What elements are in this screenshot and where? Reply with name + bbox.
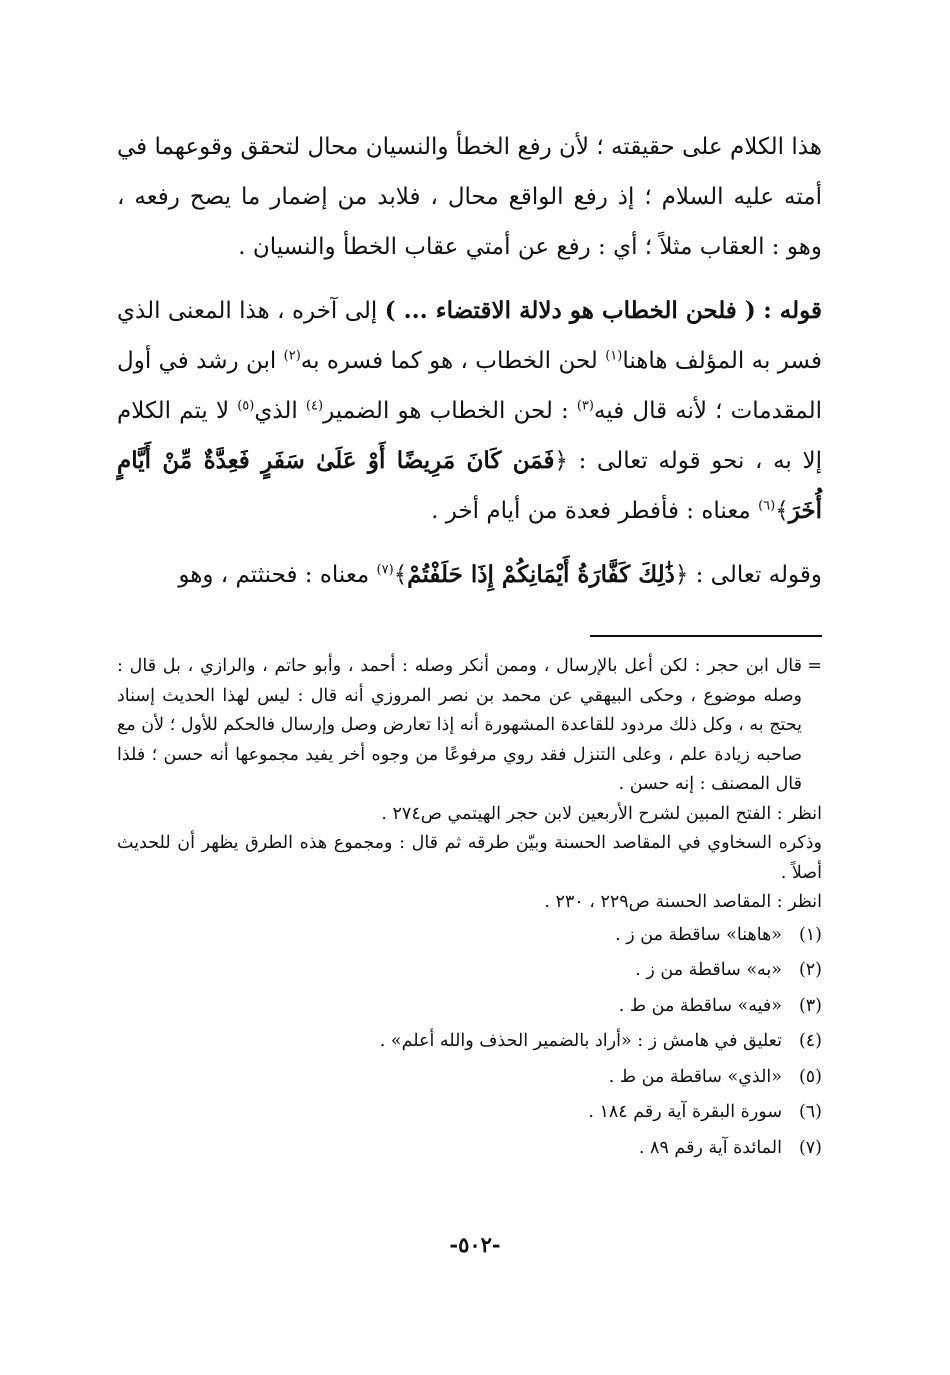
- footnote-text: المائدة آية رقم ٨٩ .: [638, 1137, 782, 1158]
- quoted-phrase: ( فلحن الخطاب هو دلالة الاقتضاء ... ): [384, 297, 756, 324]
- footnote-text: «الذي» ساقطة من ط .: [608, 1066, 782, 1087]
- text-segment: لحن الخطاب ، هو كما فسره به: [300, 348, 606, 374]
- footnote-6: [117, 1098, 822, 1127]
- paragraph-1: هذا الكلام على حقيقته ؛ لأن رفع الخطأ والنسيان محال لتحقق وقوعهما في أمته عليه السلام ؛ إذ رفع الواقع محال ، فلابد من إضمار ما يصح رفعه ، وهو : العقاب مثلاً ؛ أي : رفع عن أمتي عقاب الخطأ والنسيان .: [117, 134, 822, 260]
- text-segment: معناه : فحنثتم ، وهو: [178, 562, 377, 588]
- footnote-5: [117, 1063, 822, 1092]
- text-segment: إلى آخره ، هذا المعنى الذي فسر به المؤلف هاهنا: [117, 298, 822, 374]
- main-text: [117, 122, 822, 600]
- text-segment: الذي: [254, 398, 306, 424]
- footnote-number: (١): [798, 924, 822, 945]
- footnote-7: [117, 1134, 822, 1163]
- footnote-2: [117, 956, 822, 985]
- page-number: -٥٠٢-: [449, 1232, 501, 1257]
- qawluhu-label: قوله :: [763, 297, 822, 324]
- quran-close-bracket: ﴾: [775, 498, 789, 524]
- footnote-text: سورة البقرة آية رقم ١٨٤ .: [588, 1102, 782, 1122]
- footnote-1: [117, 921, 822, 950]
- footnote-number: (٧): [798, 1137, 822, 1158]
- continuation-text: وذكره السخاوي في المقاصد الحسنة وبيّن طرقه ثم قال : ومجموع هذه الطرق يظهر أن للحديث أصلاً .: [117, 833, 822, 883]
- footnote-number: (٢): [798, 960, 822, 980]
- footnote-number: (٥): [798, 1066, 822, 1087]
- footnote-text: «فيه» ساقطة من ط .: [618, 995, 782, 1016]
- footnote-4: [117, 1027, 822, 1056]
- text-segment: لا يتم الكلام إلا به ، نحو قوله تعالى :: [117, 398, 822, 474]
- footnote-ref-3: (٣): [576, 398, 594, 414]
- footnote-number: (٤): [798, 1031, 822, 1051]
- footnote-ref-6: (٦): [758, 498, 776, 514]
- text-segment: : لحن الخطاب هو الضمير: [323, 398, 577, 424]
- footnote-continuation: [117, 652, 822, 800]
- footnote-number: (٣): [798, 995, 822, 1016]
- continuation-text: قال ابن حجر : لكن أعل بالإرسال ، وممن أنكر وصله : أحمد ، وأبو حاتم ، والرازي ، بل قال : وصله موضوع ، وحكى البيهقي عن محمد بن نصر المروزي أنه قال : ليس لهذا الحديث إسناد يحتج به ، وكل ذلك مردود للقاعدة المشهورة أنه إذا تعارض وصل وإرسال فالحكم للأول ؛ لأن مع صاحبه زيادة علم ، وعلى التنزل فقد روي مرفوعًا من وجوه أخر يفيد مجموعها أنه حسن ؛ فلذا قال المصنف : إنه حسن .: [117, 656, 803, 794]
- quran-open-bracket: ﴿: [554, 448, 568, 474]
- footnote-ref-2: (٢): [283, 348, 301, 364]
- footnote-ref-5: (٥): [237, 398, 255, 414]
- quran-verse-2: ذَٰلِكَ كَفَّارَةُ أَيْمَانِكُمْ إِذَا حَلَفْتُمْ: [407, 561, 675, 588]
- continuation-text: انظر : الفتح المبين لشرح الأربعين لابن حجر الهيتمي ص٢٧٤ .: [381, 803, 822, 824]
- footnote-number: (٦): [798, 1102, 822, 1122]
- footnote-3: [117, 992, 822, 1021]
- footnote-text: «به» ساقطة من ز .: [635, 960, 782, 980]
- quran-open-bracket: ﴿: [674, 562, 689, 588]
- paragraph-2: [117, 286, 822, 536]
- footnote-separator: [590, 635, 822, 637]
- footnote-ref-1: (١): [605, 348, 623, 364]
- paragraph-3: [117, 550, 822, 600]
- footnote-text: «هاهنا» ساقطة من ز .: [615, 924, 782, 945]
- continuation-text: انظر : المقاصد الحسنة ص٢٢٩ ، ٢٣٠ .: [544, 892, 822, 912]
- quran-close-bracket: ﴾: [393, 562, 408, 588]
- quran-verse-1: فَمَن كَانَ مَرِيضًا أَوْ عَلَىٰ سَفَرٍ فَعِدَّةٌ مِّنْ أَيَّامٍ أُخَرَ: [117, 447, 822, 524]
- footnote-ref-7: (٧): [376, 562, 394, 578]
- footnote-ref-4: (٤): [305, 398, 324, 414]
- footnote-text: تعليق في هامش ز : «أراد بالضمير الحذف والله أعلم» .: [379, 1031, 782, 1051]
- footnotes: [117, 652, 822, 1169]
- text-segment: معناه : فأفطر فعدة من أيام أخر .: [431, 498, 759, 524]
- text-segment: وقوله تعالى :: [688, 562, 822, 588]
- continuation-mark: =: [807, 656, 822, 676]
- text-segment: ابن رشد في أول المقدمات ؛ لأنه قال فيه: [117, 348, 822, 424]
